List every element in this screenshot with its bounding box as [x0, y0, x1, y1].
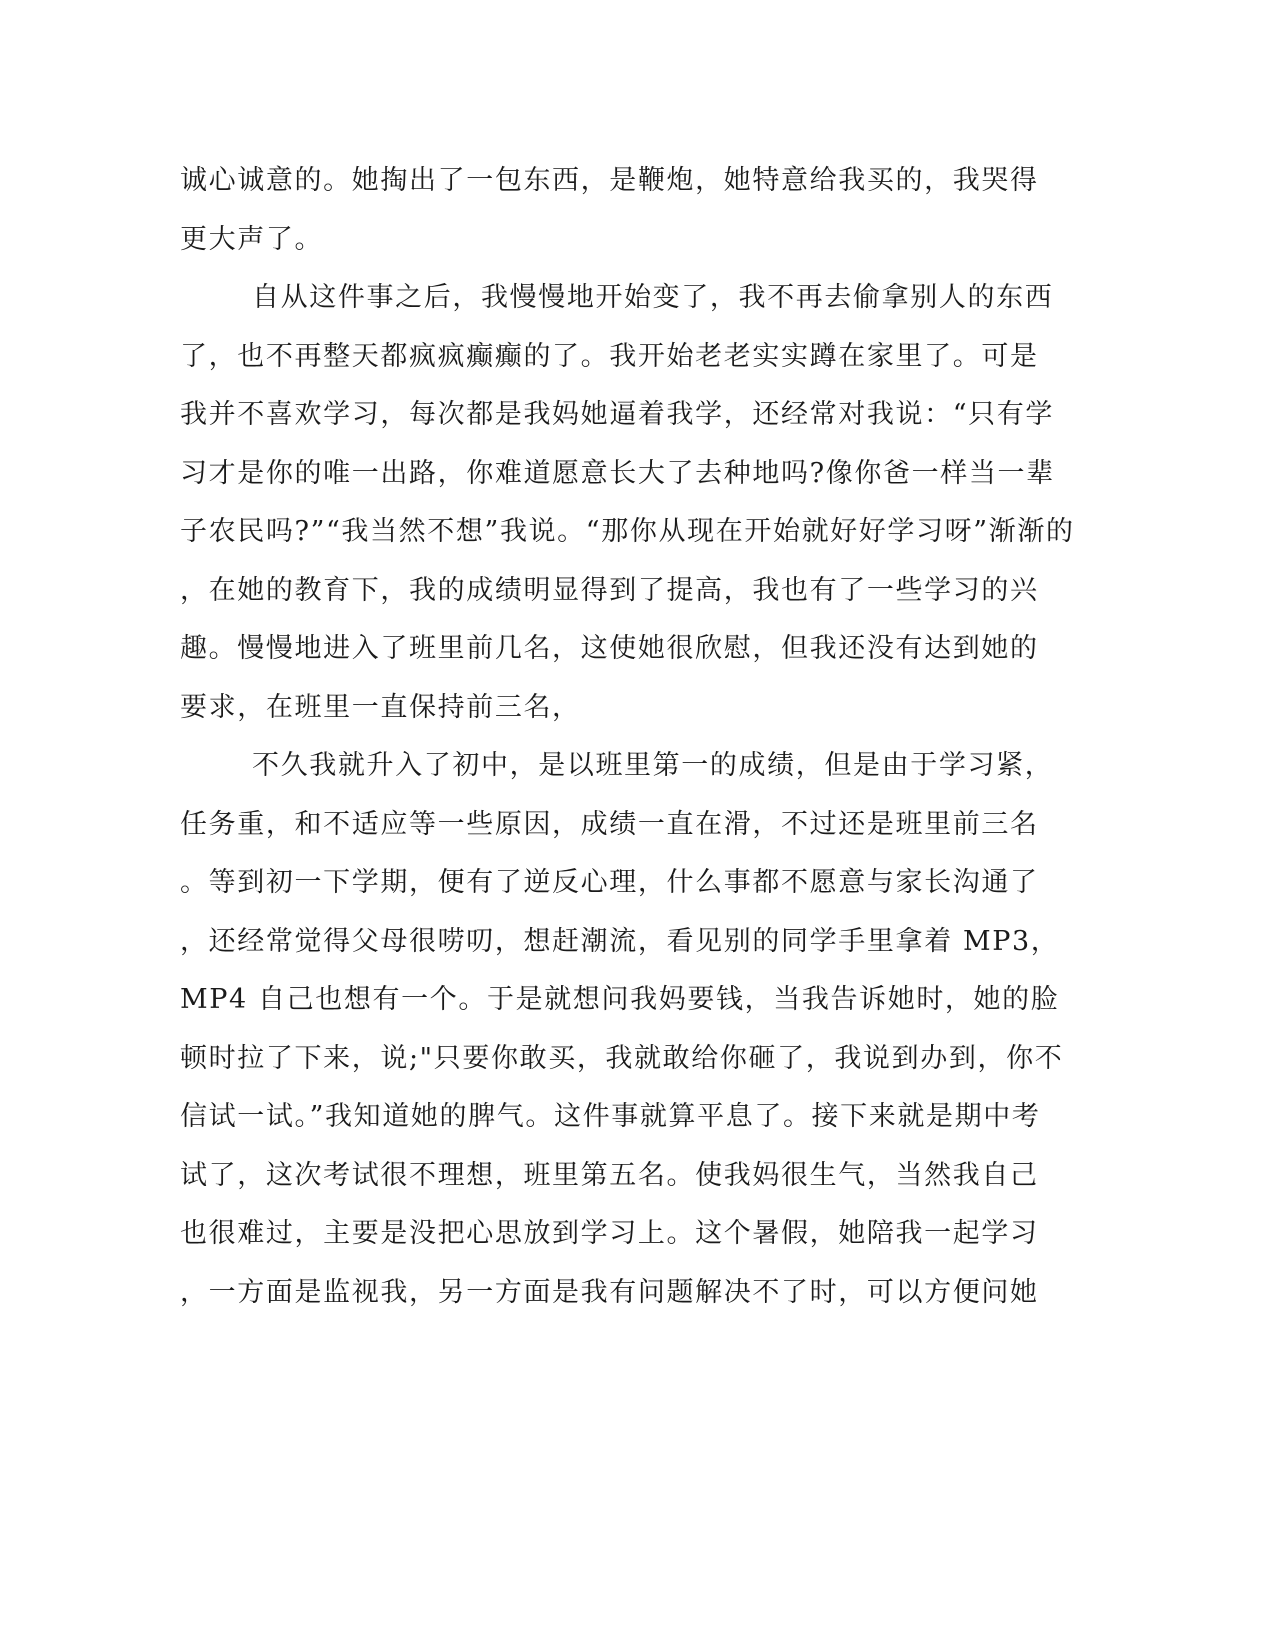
- text-line: 我并不喜欢学习，每次都是我妈她逼着我学，还经常对我说：“只有学: [180, 399, 1055, 430]
- text-line: 诚心诚意的。她掏出了一包东西，是鞭炮，她特意给我买的，我哭得: [180, 165, 1039, 196]
- text-line: 子农民吗?”“我当然不想”我说。“那你从现在开始就好好学习呀”渐渐的: [180, 516, 1075, 547]
- text-line: 顿时拉了下来，说;"只要你敢买，我就敢给你砸了，我说到办到，你不: [180, 1042, 1064, 1074]
- paragraph-start-line: 自从这件事之后，我慢慢地开始变了，我不再去偷拿别人的东西: [252, 282, 1054, 313]
- text-line: 习才是你的唯一出路，你难道愿意长大了去种地吗?像你爸一样当一辈: [180, 457, 1055, 489]
- text-line: 试了，这次考试很不理想，班里第五名。使我妈很生气，当然我自己: [180, 1159, 1039, 1191]
- text-line: 。等到初一下学期，便有了逆反心理，什么事都不愿意与家长沟通了: [180, 867, 1039, 898]
- text-line: MP4 自己也想有一个。于是就想问我妈要钱，当我告诉她时，她的脸: [180, 984, 1060, 1015]
- text-line: ，在她的教育下，我的成绩明显得到了提高，我也有了一些学习的兴: [180, 574, 1039, 606]
- text-line: ，还经常觉得父母很唠叨，想赶潮流，看见别的同学手里拿着 MP3，: [180, 925, 1060, 957]
- paragraph-start-line: 不久我就升入了初中，是以班里第一的成绩，但是由于学习紧，: [252, 750, 1054, 781]
- text-line: 了，也不再整天都疯疯癫癫的了。我开始老老实实蹲在家里了。可是: [180, 340, 1039, 372]
- text-line: 更大声了。: [180, 223, 324, 255]
- text-line: 也很难过，主要是没把心思放到学习上。这个暑假，她陪我一起学习: [180, 1218, 1039, 1249]
- document-body: [180, 152, 1075, 1322]
- text-line: 信试一试。”我知道她的脾气。这件事就算平息了。接下来就是期中考: [180, 1101, 1041, 1132]
- text-line: 任务重，和不适应等一些原因，成绩一直在滑，不过还是班里前三名: [180, 808, 1039, 840]
- text-line: 趣。慢慢地进入了班里前几名，这使她很欣慰，但我还没有达到她的: [180, 633, 1039, 664]
- text-line: ，一方面是监视我，另一方面是我有问题解决不了时，可以方便问她: [180, 1276, 1039, 1308]
- text-line: 要求，在班里一直保持前三名，: [180, 691, 581, 723]
